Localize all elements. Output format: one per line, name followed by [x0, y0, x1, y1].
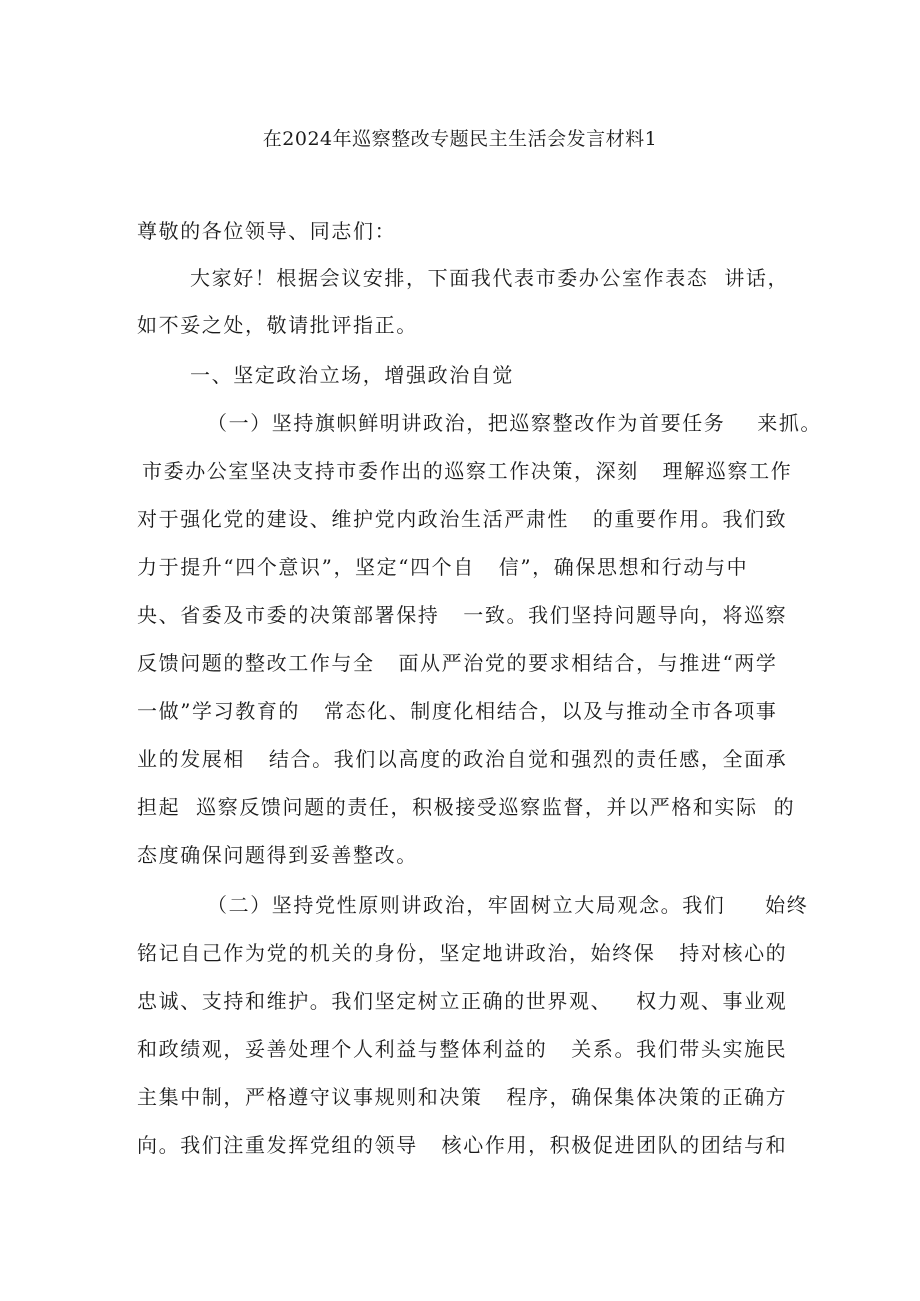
salutation: 尊敬的各位领导、同志们： — [137, 219, 397, 243]
paragraph-line: 主集中制，严格遵守议事规则和决策 程序，确保集体决策的正确方 — [137, 1085, 788, 1109]
paragraph-line: 大家好！根据会议安排，下面我代表市委办公室作表态 讲话， — [190, 266, 790, 290]
paragraph-line: 市委办公室坚决支持市委作出的巡察工作决策，深刻 理解巡察工作 — [142, 459, 793, 483]
paragraph-line: 业的发展相 结合。我们以高度的政治自觉和强烈的责任感，全面承 — [137, 747, 788, 771]
subsection-heading: （二）坚持党性原则讲政治，牢固树立大局观念。我们 始终 — [207, 893, 809, 917]
paragraph-line: 央、省委及市委的决策部署保持 一致。我们坚持问题导向，将巡察 — [137, 603, 788, 627]
paragraph-line: 反馈问题的整改工作与全 面从严治党的要求相结合，与推进“两学 — [137, 651, 778, 675]
paragraph-line: 铭记自己作为党的机关的身份，坚定地讲政治，始终保 持对核心的 — [137, 941, 788, 965]
paragraph-line: 一做”学习教育的 常态化、制度化相结合，以及与推动全市各项事 — [137, 699, 778, 723]
paragraph-line: 忠诚、支持和维护。我们坚定树立正确的世界观、 权力观、事业观 — [137, 989, 788, 1013]
paragraph-line: 对于强化党的建设、维护党内政治生活严肃性 的重要作用。我们致 — [137, 507, 788, 531]
paragraph-line: 担起 巡察反馈问题的责任，积极接受巡察监督，并以严格和实际 的 — [137, 795, 796, 819]
document-title: 在2024年巡察整改专题民主生活会发言材料1 — [262, 128, 658, 150]
paragraph-line: 向。我们注重发挥党组的领导 核心作用，积极促进团队的团结与和 — [137, 1133, 788, 1157]
paragraph-line: 态度确保问题得到妥善整改。 — [137, 843, 418, 867]
subsection-heading: （一）坚持旗帜鲜明讲政治，把巡察整改作为首要任务 来抓。 — [207, 411, 823, 435]
paragraph-line: 如不妥之处，敬请批评指正。 — [137, 313, 418, 337]
paragraph-line: 和政绩观，妥善处理个人利益与整体利益的 关系。我们带头实施民 — [137, 1037, 788, 1061]
section-heading: 一、坚定政治立场，增强政治自觉 — [190, 363, 514, 387]
paragraph-line: 力于提升“四个意识”，坚定“四个自 信”，确保思想和行动与中 — [137, 555, 749, 579]
